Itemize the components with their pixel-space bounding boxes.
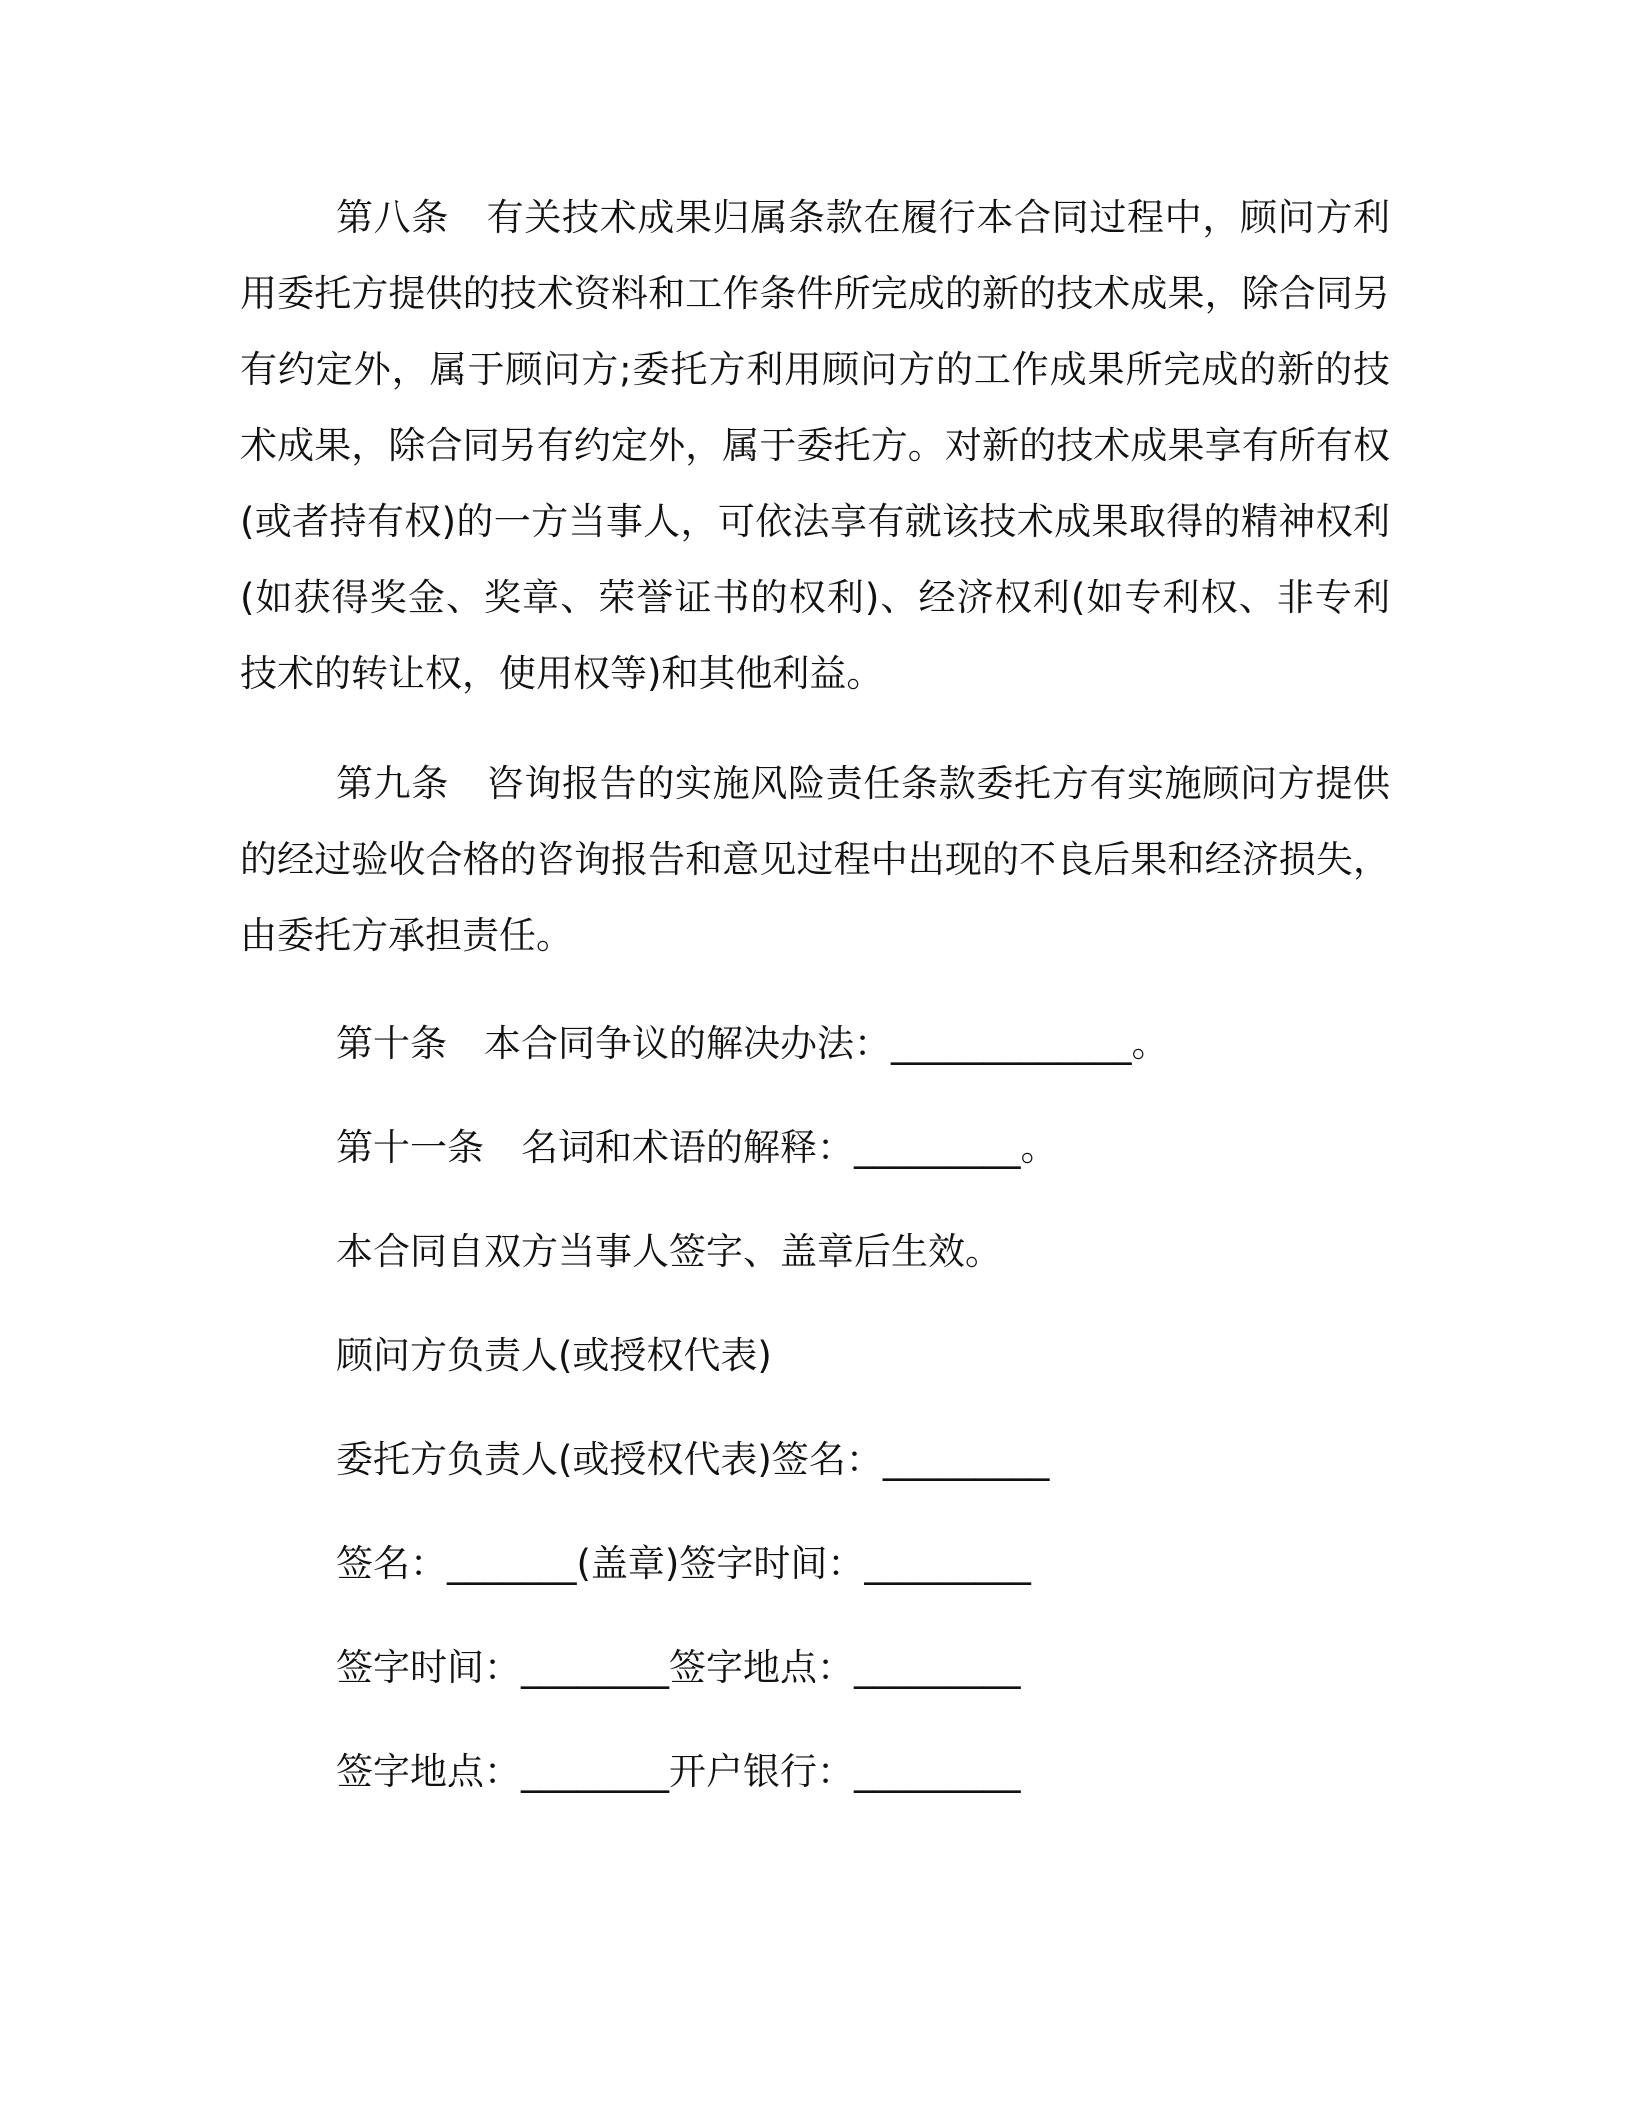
article-11-line: 第十一条 名词和术语的解释：_________。 (336, 1126, 1058, 1169)
signing-place-bank-line: 签字地点：________开户银行：_________ (336, 1750, 1021, 1793)
client-representative-signature-line: 委托方负责人(或授权代表)签名：_________ (336, 1438, 1050, 1481)
document-page (240, 0, 1390, 2112)
signing-time-place-line: 签字时间：________签字地点：_________ (336, 1646, 1021, 1689)
article-10-line: 第十条 本合同争议的解决办法：_____________。 (336, 1022, 1169, 1065)
article-8-paragraph: 第八条 有关技术成果归属条款在履行本合同过程中，顾问方利用委托方提供的技术资料和工作条件所完成的新的技术成果，除合同另有约定外，属于顾问方;委托方利用顾问方的工作成果所完成的新的技术成果，除合同另有约定外，属于委托方。对新的技术成果享有所有权(或者持有权)的一方当事人，可依法享有就该技术成果取得的精神权利(如获得奖金、奖章、荣誉证书的权利)、经济权利(如专利权、非专利技术的转让权，使用权等)和其他利益。 (240, 196, 1390, 695)
consultant-representative-line: 顾问方负责人(或授权代表) (336, 1334, 772, 1377)
effective-clause: 本合同自双方当事人签字、盖章后生效。 (336, 1230, 1002, 1273)
signature-seal-time-line: 签名：_______(盖章)签字时间：_________ (336, 1542, 1031, 1585)
article-9-paragraph: 第九条 咨询报告的实施风险责任条款委托方有实施顾问方提供的经过验收合格的咨询报告和意见过程中出现的不良后果和经济损失，由委托方承担责任。 (240, 762, 1390, 957)
